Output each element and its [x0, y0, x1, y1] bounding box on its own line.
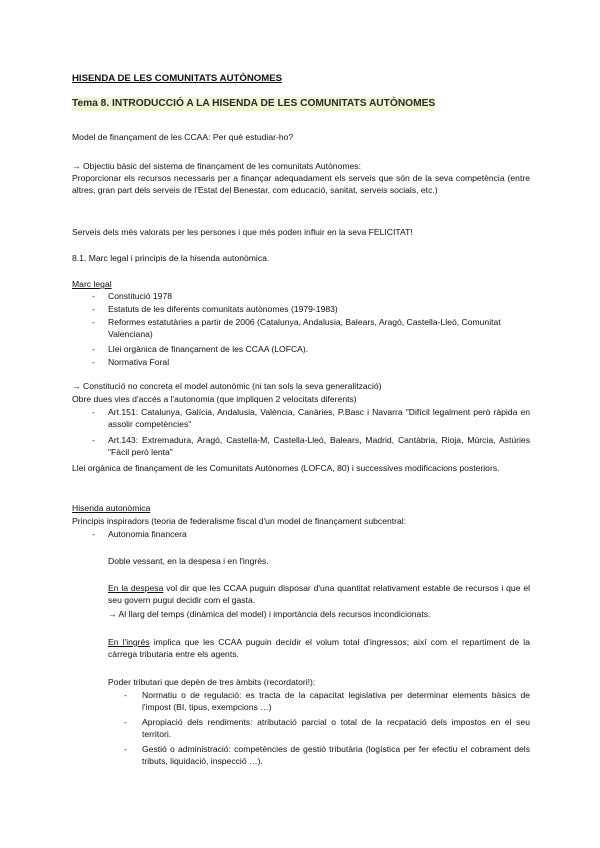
autonomia-item	[72, 528, 530, 542]
list-item: Autonomia financera	[108, 529, 187, 539]
tema-heading: Tema 8. INTRODUCCIÓ A LA HISENDA DE LES COMUNITATS AUTÒNOMES	[72, 97, 435, 111]
ingres-label: En l'ingrés	[108, 637, 150, 647]
list-item: Estatuts de les diferents comunitats autònomes (1979-1983)	[108, 304, 338, 314]
objectiu-line: → Objectiu bàsic del sistema de finançament de les comunitats Autònomes:	[72, 161, 361, 171]
despesa-arrow: → Al llarg del temps (dinàmica del model) i importància dels recursos incondicionats.	[108, 609, 431, 619]
despesa-text: vol dir que les CCAA puguin disposar d'una quantitat relativament estable de recursos i que el seu govern pugui decidir com el gasta.	[108, 583, 531, 606]
list-item: Art.151: Catalunya, Galícia, Andalusia, València, Canàries, P.Basc i Navarra "Difícil legalment però ràpida en assolir competències"	[108, 407, 530, 430]
list-item: Normativa Foral	[108, 357, 170, 367]
lofca-paragraph: Llei orgànica de finançament de les Comunitats Autònomes (LOFCA, 80) i successives modificacions posteriors.	[72, 463, 500, 473]
despesa-paragraph	[108, 582, 530, 607]
despesa-label: En la despesa	[108, 583, 164, 593]
poder-line: Poder tributari que depèn de tres àmbits (recordatori!):	[108, 677, 316, 687]
list-item: Llei orgànica de finançament de les CCAA (LOFCA).	[108, 344, 309, 354]
principis-line: Principis inspiradors (teoria de federalisme fiscal d'un model de finançament subcentral:	[72, 516, 407, 526]
list-item: Reformes estatutàries a partir de 2006 (Catalunya, Andalusia, Balears, Aragó, Castella-Lleó, Comunitat Valenciana)	[108, 317, 501, 340]
list-item: Constitució 1978	[108, 291, 173, 301]
ingres-paragraph	[108, 636, 530, 661]
ingres-text: implica que les CCAA puguin decidir el volum total d'ingressos; així com el repartiment de la càrrega tributaria entre els agents.	[108, 637, 531, 660]
despesa-wrap	[72, 582, 530, 622]
section-8-1: 8.1. Marc legal i principis de la hisenda autonòmica.	[72, 253, 270, 263]
doble-wrap	[72, 555, 530, 569]
bullet-dash: -	[92, 529, 95, 539]
objectiu-paragraph: Proporcionar els recursos necessaris per a finançar adequadament els serveis que són de la seva competència (entre altres, gran part dels serveis de l'Estat del Benestar, com educació, sanitat, serveis socials, etc.)	[72, 173, 530, 196]
bullet-dash: -	[92, 304, 95, 314]
constitucio-line: → Constitució no concreta el model autonòmic (ni tan sols la seva generalització)	[72, 381, 382, 391]
ingres-wrap	[72, 636, 530, 664]
bullet-dash: -	[92, 435, 95, 445]
bullet-dash: -	[92, 291, 95, 301]
arts-list	[72, 406, 530, 462]
bullet-dash: -	[124, 690, 127, 700]
document-title: HISENDA DE LES COMUNITATS AUTÒNOMES	[72, 73, 282, 84]
serveis-paragraph: Serveis dels més valorats per les persones i que més poden influir en la seva FELICITAT!	[72, 227, 413, 237]
doble-paragraph: Doble vessant, en la despesa i en l'ingrés.	[108, 556, 269, 566]
dues-vies-line: Obre dues vies d'accés a l'autonomia (que impliquen 2 velocitats diferents)	[72, 394, 357, 404]
marc-legal-heading: Marc legal	[72, 279, 112, 289]
list-item: Gestió o administració: competències de gestió tributària (logística per fer efectiu el cobrament dels tributs, liquidació, inspecció …).	[142, 744, 530, 767]
bullet-dash: -	[92, 317, 95, 327]
ambits-list	[72, 689, 530, 769]
list-item: Normatiu o de regulació: es tracta de la capacitat legislativa per determinar elements bàsics de l'impost (BI, tipus, exempcions …)	[142, 690, 530, 713]
bullet-dash: -	[124, 717, 127, 727]
bullet-dash: -	[92, 344, 95, 354]
tema-heading-wrap	[72, 97, 530, 111]
marc-legal-list	[72, 290, 530, 370]
model-question: Model de finançament de les CCAA: Per què estudiar-ho?	[72, 132, 294, 142]
bullet-dash: -	[92, 357, 95, 367]
hisenda-heading: Hisenda autonòmica	[72, 503, 151, 513]
list-item: Apropiació dels rendiments: atributació parcial o total de la recpatació dels impostos en el seu territori.	[142, 717, 530, 740]
bullet-dash: -	[92, 407, 95, 417]
poder-wrap	[72, 676, 530, 690]
list-item: Art.143: Extremadura, Aragó, Castella-M, Castella-Lleó, Balears, Madrid, Cantàbria, Rioja, Múrcia, Astúries "Fàcil però lenta"	[108, 435, 530, 458]
bullet-dash: -	[124, 744, 127, 754]
